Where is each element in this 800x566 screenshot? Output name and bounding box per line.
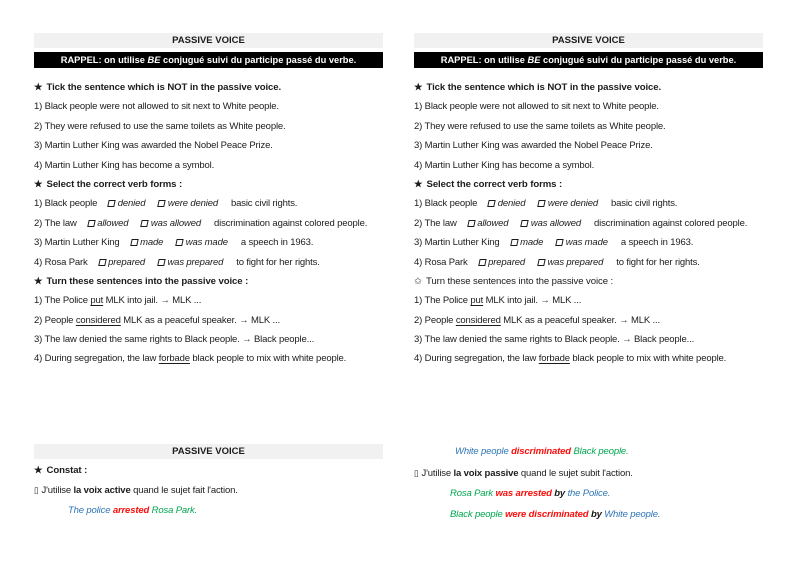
item-text: 3) Martin Luther King [34,237,120,249]
checkbox-icon [556,239,564,246]
checkbox-icon [158,200,166,207]
star-icon: ★ [414,82,423,93]
constat-heading-text: Constat : [46,465,88,476]
verb-option: was allowed [530,217,581,229]
note-box-icon: ▯ [34,485,39,496]
exercise2-heading [414,179,763,191]
verb-option: prepared [108,256,145,268]
verb-option: prepared [488,256,525,268]
underlined-verb: forbade [158,353,190,365]
exercise1-item: 4) Martin Luther King has become a symbol. [34,159,215,171]
exercise3-heading-text: Turn these sentences into the passive voice : [46,275,249,287]
underlined-verb: considered [75,314,121,326]
rule-text-pre: J'utilise [41,485,74,497]
rappel-text-pre: RAPPEL: on utilise [440,55,528,65]
checkbox-icon [141,220,149,227]
item-text: basic civil rights. [230,198,298,210]
item-text: black people to mix with white people. [569,353,727,365]
checkbox-icon [537,259,545,266]
verb-option: was made [185,237,228,249]
exercise2-heading-text: Select the correct verb forms : [46,178,183,190]
exercise1-item: 4) Martin Luther King has become a symbol. [414,159,595,171]
checkbox-icon [538,200,546,207]
by-segment: by [590,508,605,520]
checkbox-icon [108,200,116,207]
exercise2-item [34,237,383,249]
item-text: 4) During segregation, the law [414,353,539,365]
constat-heading [34,465,383,477]
star-icon: ★ [34,465,43,476]
verb-option: allowed [97,217,129,229]
exercise2-heading-text: Select the correct verb forms : [426,178,563,190]
item-text: 2) The law [414,217,457,229]
item-text: a speech in 1963. [620,237,694,249]
item-text: 3) The law denied the same rights to Black people. → Black people... [34,334,315,346]
object-segment: Black people. [573,446,629,457]
verb-option: was prepared [167,256,224,268]
exercise3-item [34,315,383,327]
underlined-verb: put [470,295,484,307]
verb-segment: were discriminated [505,508,591,520]
verb-segment: arrested [112,504,152,516]
exercise2-item [414,218,763,230]
exercise2-item [414,237,763,249]
worksheet-title: PASSIVE VOICE [414,33,763,48]
item-text: 3) Martin Luther King [414,237,500,249]
item-text: MLK into jail. → MLK ... [103,295,202,307]
exercise1-heading [414,82,763,94]
item-text: 4) Rosa Park [414,256,468,268]
verb-option: denied [117,198,146,210]
verb-option: made [140,237,164,249]
agent-segment: the Police. [567,488,611,500]
example-sentence-passive [450,488,763,500]
exercise3-heading [34,276,383,288]
rappel-banner [34,52,383,68]
rappel-banner [414,52,763,68]
checkbox-icon [87,220,95,227]
checkbox-icon [467,220,475,227]
exercise3-item [34,295,383,307]
star-icon: ★ [414,178,423,190]
subject-segment: The police [68,504,113,516]
exercise3-item [414,315,763,327]
rappel-be: BE [527,55,541,65]
checkbox-icon [176,239,184,246]
item-text: 4) During segregation, the law [34,353,159,365]
exercise3-item [414,334,763,346]
example-sentence-active [68,505,383,517]
exercise3-heading-text: Turn these sentences into the passive voice : [425,275,614,287]
object-segment: Rosa Park. [151,504,198,516]
passive-voice-rule [414,467,763,480]
exercise3-item [414,353,763,365]
verb-option: were denied [547,198,598,210]
exercise1-heading-text: Tick the sentence which is NOT in the passive voice. [426,82,662,93]
underlined-verb: considered [455,314,501,326]
exercise2-item [34,257,383,269]
item-text: a speech in 1963. [240,237,314,249]
exercise2-item [414,198,763,210]
exercise2-heading [34,179,383,191]
star-outline-icon: ✩ [414,275,422,287]
subject-segment: White people [455,446,512,457]
worksheet-copy-right [414,33,763,520]
active-voice-rule [34,484,383,497]
item-text: basic civil rights. [610,198,678,210]
lesson-section-right [414,446,763,529]
verb-option: denied [497,198,526,210]
item-text: 2) The law [34,217,77,229]
example-sentence-passive [450,509,763,521]
verb-option: were denied [167,198,218,210]
checkbox-icon [478,259,486,266]
item-text: MLK as a peaceful speaker. → MLK ... [500,314,660,326]
item-text: 2) People [414,314,456,326]
item-text: 1) The Police [34,295,91,307]
item-text: MLK into jail. → MLK ... [483,295,582,307]
exercise3-item [414,295,763,307]
exercise2-item [414,257,763,269]
subject-segment: Rosa Park [450,488,496,500]
checkbox-icon [510,239,518,246]
checkbox-icon [157,259,165,266]
exercise1-heading-text: Tick the sentence which is NOT in the passive voice. [46,82,282,93]
star-icon: ★ [34,275,43,287]
item-text: discrimination against colored people. [213,217,368,229]
rappel-be: BE [147,55,161,65]
subject-segment: Black people [450,508,506,520]
lesson-section-left [34,444,383,524]
agent-segment: White people. [604,508,661,520]
checkbox-icon [488,200,496,207]
exercise1-item: 3) Martin Luther King was awarded the Nobel Peace Prize. [34,140,273,152]
worksheet-title: PASSIVE VOICE [34,33,383,48]
worksheet-copy-left [34,33,383,516]
star-icon: ★ [34,82,43,93]
checkbox-icon [98,259,106,266]
item-text: black people to mix with white people. [189,353,347,365]
exercise3-heading [414,276,763,288]
exercise2-item [34,198,383,210]
verb-option: was prepared [547,256,604,268]
item-text: 1) Black people [414,198,478,210]
verb-option: made [520,237,544,249]
item-text: 4) Rosa Park [34,256,88,268]
rule-highlight: la voix passive [453,467,519,479]
verb-option: was allowed [150,217,201,229]
item-text: 2) People [34,314,76,326]
star-icon: ★ [34,178,43,190]
rappel-text-post: conjugué suivi du participe passé du verbe. [160,55,357,65]
verb-segment: was arrested [495,488,555,500]
item-text: 3) The law denied the same rights to Black people. → Black people... [414,334,695,346]
rappel-text-post: conjugué suivi du participe passé du verbe. [540,55,737,65]
exercise3-item [34,353,383,365]
rule-text-post: quand le sujet fait l'action. [130,485,238,497]
by-segment: by [554,488,568,500]
rule-text-pre: J'utilise [421,467,454,479]
example-sentence-active [455,446,763,458]
rule-highlight: la voix active [73,485,131,497]
exercise1-heading [34,82,383,94]
rule-text-post: quand le sujet subit l'action. [518,467,633,479]
underlined-verb: forbade [538,353,570,365]
lesson-title: PASSIVE VOICE [34,444,383,459]
checkbox-icon [130,239,138,246]
exercise1-item: 3) Martin Luther King was awarded the Nobel Peace Prize. [414,140,653,152]
exercise3-item [34,334,383,346]
underlined-verb: put [90,295,104,307]
exercise1-item: 1) Black people were not allowed to sit next to White people. [34,101,279,113]
rappel-text-pre: RAPPEL: on utilise [60,55,148,65]
item-text: discrimination against colored people. [593,217,748,229]
note-box-icon: ▯ [414,467,419,478]
verb-option: allowed [477,217,509,229]
verb-segment: discriminated [511,446,574,457]
exercise1-item: 2) They were refused to use the same toilets as White people. [34,120,286,132]
exercise2-item [34,218,383,230]
exercise1-item: 1) Black people were not allowed to sit next to White people. [414,101,659,113]
item-text: MLK as a peaceful speaker. → MLK ... [120,314,280,326]
verb-option: was made [565,237,608,249]
item-text: to fight for her rights. [616,256,700,268]
exercise1-item: 2) They were refused to use the same toilets as White people. [414,120,666,132]
checkbox-icon [521,220,529,227]
item-text: 1) Black people [34,198,98,210]
item-text: to fight for her rights. [236,256,320,268]
item-text: 1) The Police [414,295,471,307]
